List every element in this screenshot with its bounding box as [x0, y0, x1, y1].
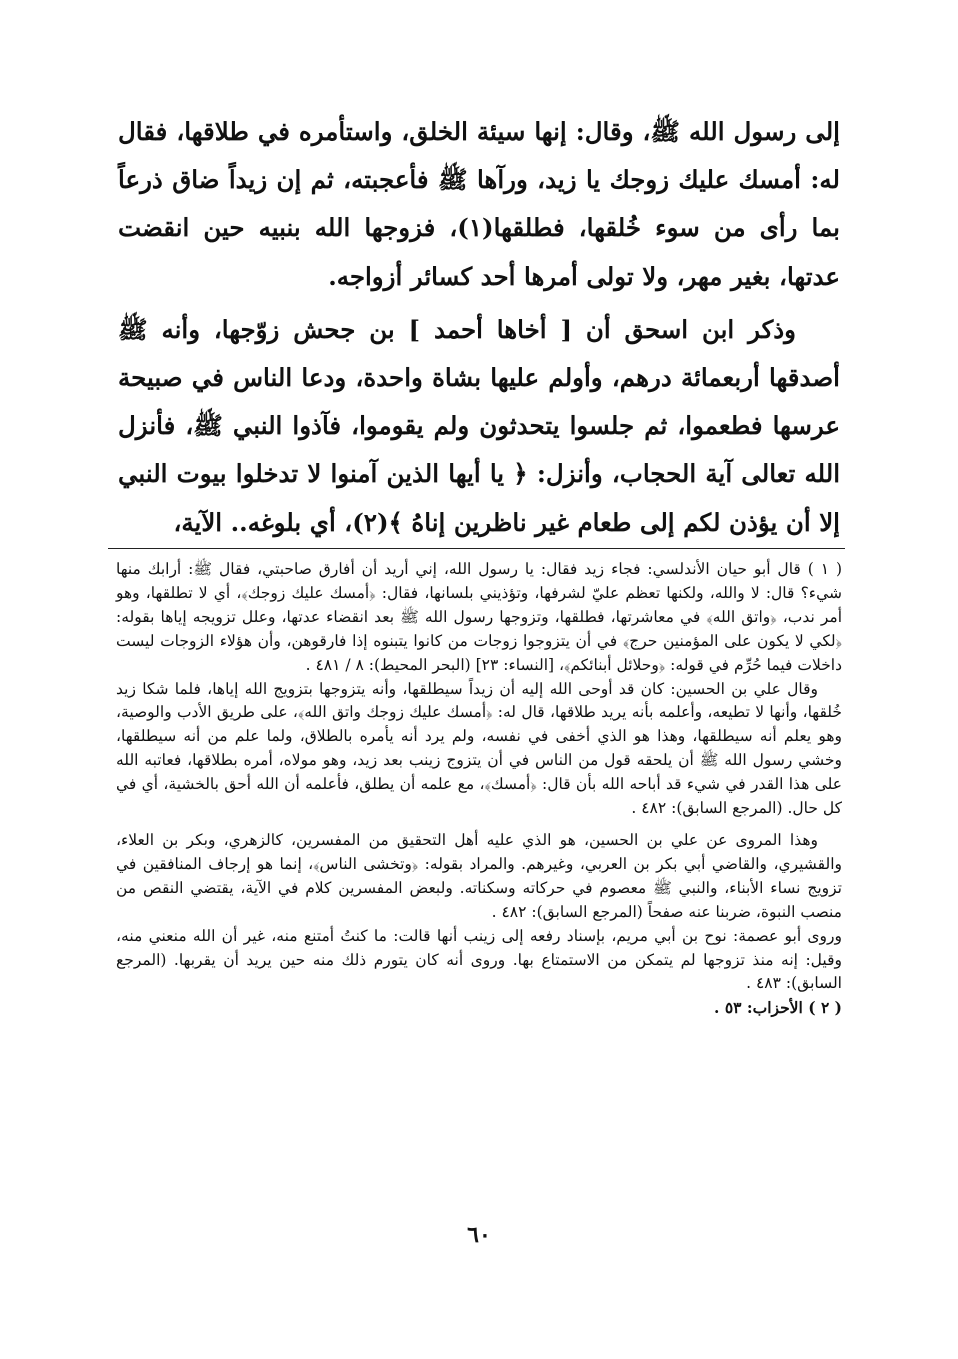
footnotes: [116, 558, 842, 1020]
paragraph-2-ending: ، أي بلوغه.. الآية،: [173, 507, 353, 537]
footnote-1-continuation-2: وهذا المروى عن علي بن الحسين، هو الذي عليه أهل التحقيق من المفسرين، كالزهري، وبكر بن العلاء، والقشيري، والقاضي أبي بكر بن العربي، وغيرهم. والمراد بقوله: ﴿وتخشى الناس﴾، إنما هو إرجاف المنافقين في تزويج نساء الأبناء، والنبي ﷺ معصوم في حركاته وسكناته. ولبعض المفسرين كلام في الآية، يقتضي النقص من منصب النبوة، ضربنا عنه صفحاً (المرجع السابق): ٤٨٢ .: [116, 830, 842, 921]
main-paragraph-2: [118, 306, 840, 547]
paragraph-2-text: وذكر ابن اسحق أن [ أخاها أحمد ] بن جحش زوّجها، وأنه ﷺ أصدقها أربعمائة درهم، وأولم عليها بشاة واحدة، ودعا الناس في صبيحة عرسها فطعموا، ثم جلسوا يتحدثون ولم يقوموا، فآذوا النبي ﷺ، فأنزل الله تعالى آية الحجاب، وأنزل:: [118, 314, 840, 489]
footnote-separator: [108, 548, 845, 549]
footnote-1: ( ١ ) قال أبو حيان الأندلسي: فجاء زيد فقال: يا رسول الله، إني أريد أن أفارق صاحبتي، فقال ﷺ: أرابك منها شيء؟ قال: لا والله، ولكنها تعظم عليّ لشرفها، وتؤذيني بلسانها، فقال: ﴿أمسك عليك زوجك﴾، أي لا تطلقها، وهو أمر ندب، ﴿واتق الله﴾ في معاشرتها، فطلقها، وتزوجها رسول الله ﷺ بعد انقضاء عدتها، وعلل تزويجه إياها بقوله: ﴿لكي لا يكون على المؤمنين حرج﴾ في أن يتزوجوا زوجات من كانوا يتبنوه إذا فارقوهن، وأن هؤلاء الزوجات ليست داخلات فيما حُرِّم في قوله: ﴿وحلائل أبنائكم﴾، [النساء: ٢٣] (البحر المحيط): ٨ / ٤٨١ .: [116, 560, 842, 674]
footnote-1-continuation-3: وروى أبو عصمة: نوح بن أبي مريم، بإسناد رفعه إلى زينب أنها قالت: ما كنتُ أمتنع منه، غير أن الله منعني منه، وقيل: إنه منذ تزوجها لم يتمكن من الاستمتاع بها. وروى أنه كان يتورم ذلك منه حين يريد أن يقربها. (المرجع السابق): ٤٨٣ .: [116, 926, 842, 993]
quran-verse: ﴿ يا أيها الذين آمنوا لا تدخلوا بيوت النبي إلا أن يؤذن لكم إلى طعام غير ناظرين إناهُ ﴾(٢): [118, 459, 840, 537]
footnote-1-continuation-1: وقال علي بن الحسين: كان قد أوحى الله إليه أن زيداً سيطلقها، وأنه يتزوجها بتزويج الله إياها، فلما شكا زيد خُلقها، وأنها لا تطيعه، وأعلمه بأنه يريد طلاقها، قال له: ﴿أمسك عليك زوجك واتق الله﴾، على طريق الأدب والوصية، وهو يعلم أنه سيطلقها، وهذا هو الذي أخفى في نفسه، ولم يرد أنه يأمره بالطلاق، ولما علم من أنه سيطلقها، وخشي رسول الله ﷺ أن يلحقه قول من الناس في أن يتزوج زينب بعد زيد، وهو مولاه، أمره بطلاقها، فعاتبه الله على هذا القدر في شيء قد أباحه الله بأن قال: ﴿أمسك﴾، مع علمه أن يطلق، فأعلمه أن الله أحق بالخشية، أي في كل حال. (المرجع السابق): ٤٨٢ .: [116, 679, 842, 818]
main-text: [118, 108, 840, 547]
page-number: ٦٠: [467, 1222, 491, 1248]
footnote-2: ( ٢ ) الأحزاب: ٥٣ .: [714, 998, 842, 1018]
main-paragraph-1: إلى رسول الله ﷺ، وقال: إنها سيئة الخلق، واستأمره في طلاقها، فقال له: أمسك عليك زوجك يا زيد، ورآها ﷺ فأعجبته، ثم إن زيداً ضاق ذرعاً بما رأى من سوء خُلقها، فطلقها(١)، فزوجها الله بنبيه حين انقضت عدتها، بغير مهر، ولا تولى أمرها أحد كسائر أزواجه.: [118, 117, 840, 291]
